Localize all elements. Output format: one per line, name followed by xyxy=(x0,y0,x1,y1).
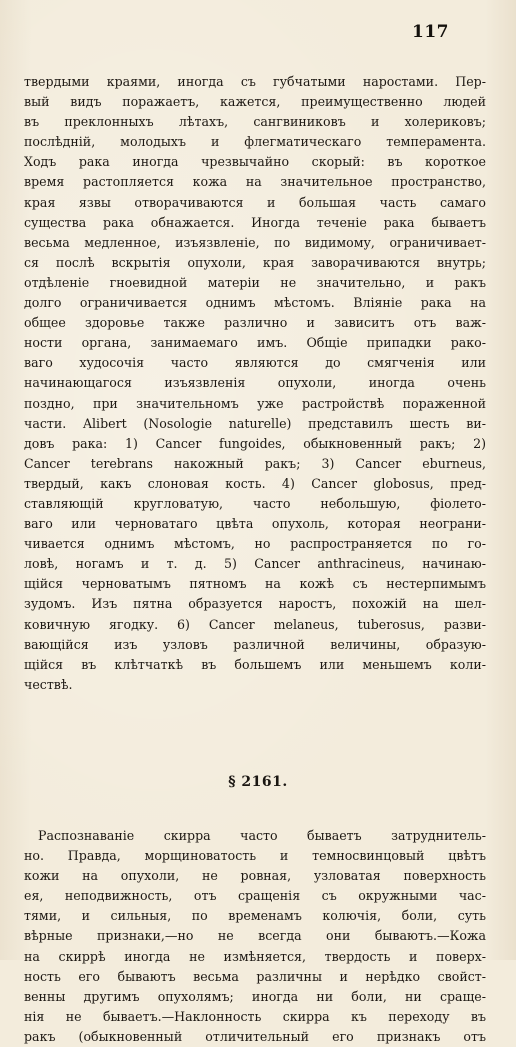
text-line: долго ограничивается однимъ мѣстомъ. Вліяніе рака на xyxy=(24,295,486,311)
text-line: въ преклонныхъ лѣтахъ, сангвиниковъ и холериковъ; xyxy=(24,114,486,130)
section-heading: § 2161. xyxy=(228,774,288,790)
text-line: твердыми краями, иногда съ губчатыми наростами. Пер- xyxy=(24,74,486,89)
text-line: твердый, какъ слоновая кость. 4) Cancer globosus, пред- xyxy=(24,475,486,491)
text-line: ности органа, занимаемаго имъ. Общіе припадки рако- xyxy=(24,335,486,351)
text-line: ея, неподвижность, отъ сращенія съ окружными час- xyxy=(24,888,486,904)
text-line: начинающагося изъязвленія опухоли, иногда очень xyxy=(24,375,486,391)
text-line: чествѣ. xyxy=(24,676,73,692)
text-line: вый видъ поражаетъ, кажется, преимущественно людей xyxy=(24,94,486,110)
text-line: послѣдній, молодыхъ и флегматическаго темперамента. xyxy=(24,134,486,150)
text-line: на скиррѣ иногда не измѣняется, твердость и поверх- xyxy=(24,948,486,964)
text-line: общее здоровье также различно и зависитъ отъ важ- xyxy=(24,315,486,331)
text-line: поздно, при значительномъ уже растройствѣ пораженной xyxy=(24,395,486,411)
text-line: нія не бываетъ.—Наклонность скирра къ переходу въ xyxy=(24,1008,486,1024)
text-line: отдѣленіе гноевидной матеріи не значительно, и ракъ xyxy=(24,274,486,290)
text-line: Распознаваніе скирра часто бываетъ затруднитель- xyxy=(38,828,486,843)
text-line: весьма медленное, изъязвленіе, по видимому, ограничивает- xyxy=(24,234,486,250)
text-line: тями, и сильныя, по временамъ колючія, боли, суть xyxy=(24,908,486,924)
text-line: вѣрные признаки,—но не всегда они бываютъ.—Кожа xyxy=(24,928,486,944)
text-line: ставляющій кругловатую, часто небольшую, фіолето- xyxy=(24,495,486,511)
text-line: щійся въ клѣтчаткѣ въ большемъ или меньшемъ коли- xyxy=(24,656,486,672)
text-line: Cancer terebrans накожный ракъ; 3) Cancer eburneus, xyxy=(24,455,486,471)
paragraph-scirrhus-diagnosis xyxy=(24,826,486,1047)
text-line: части. Alibert (Nosologie naturelle) представилъ шесть ви- xyxy=(24,415,486,431)
text-line: чивается однимъ мѣстомъ, но распространяется по го- xyxy=(24,536,486,552)
text-line: ковичную ягодку. 6) Cancer melaneus, tuberosus, разви- xyxy=(24,616,486,632)
text-line: ваго худосочія часто являются до смягченія или xyxy=(24,355,486,371)
text-line: вающійся изъ узловъ различной величины, образую- xyxy=(24,636,486,652)
text-line: ловѣ, ногамъ и т. д. 5) Cancer anthracineus, начинаю- xyxy=(24,556,486,572)
text-line: ся послѣ вскрытія опухоли, края заворачиваются внутрь; xyxy=(24,254,486,270)
text-line: щійся черноватымъ пятномъ на кожѣ съ нестерпимымъ xyxy=(24,576,486,592)
text-line: края язвы отворачиваются и большая часть самаго xyxy=(24,194,486,210)
text-line: довъ рака: 1) Cancer fungoides, обыкновенный ракъ; 2) xyxy=(24,435,486,451)
text-line: существа рака обнажается. Иногда теченіе рака бываетъ xyxy=(24,214,486,230)
text-line: ность его бываютъ весьма различны и нерѣдко свойст- xyxy=(24,968,486,984)
text-line: время растопляется кожа на значительное пространство, xyxy=(24,174,486,190)
paragraph-cancer-types xyxy=(24,72,486,695)
text-line: Ходъ рака иногда чрезвычайно скорый: въ короткое xyxy=(24,154,486,170)
text-line: но. Правда, морщиноватость и темносвинцовый цвѣтъ xyxy=(24,848,486,864)
text-line: венны другимъ опухолямъ; иногда ни боли, ни сраще- xyxy=(24,988,486,1004)
text-line: кожи на опухоли, не ровная, узловатая поверхность xyxy=(24,868,486,884)
text-line: ваго или черноватаго цвѣта опухоль, которая неограни- xyxy=(24,516,486,532)
text-line: зудомъ. Изъ пятна образуется наростъ, похожій на шел- xyxy=(24,596,486,612)
text-line: ракъ (обыкновенный отличительный его признакъ отъ xyxy=(24,1028,486,1044)
page-number: 117 xyxy=(412,22,449,42)
